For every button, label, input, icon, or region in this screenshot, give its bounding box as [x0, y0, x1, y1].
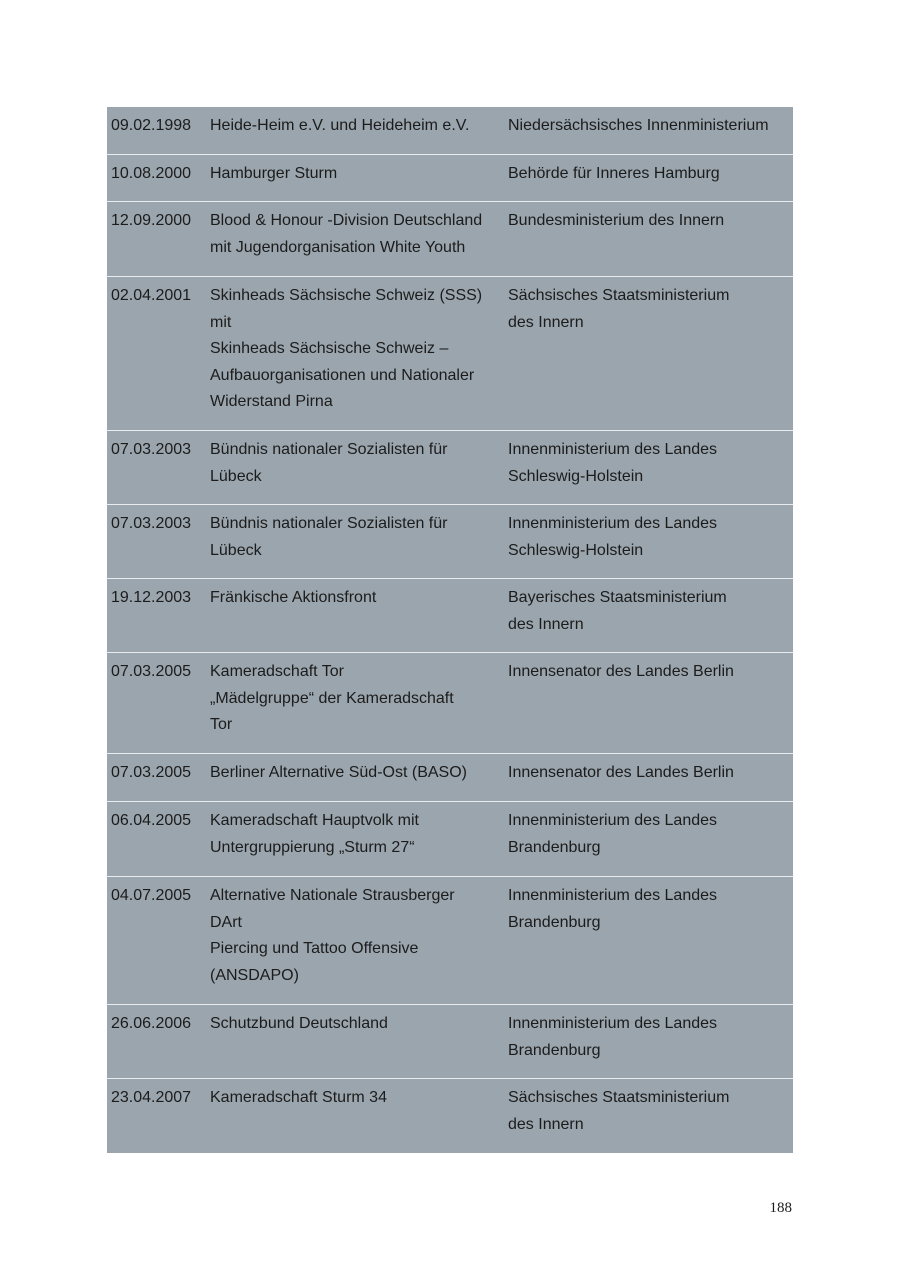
organization-line: Skinheads Sächsische Schweiz – — [210, 340, 449, 357]
date-cell — [107, 113, 210, 154]
authority-line: Niedersächsisches Innenministerium — [508, 117, 769, 134]
table-row — [107, 754, 793, 802]
organization-line: DArt — [210, 913, 242, 931]
authority-cell — [508, 161, 793, 201]
organization-line: Untergruppierung „Sturm 27“ — [210, 838, 415, 856]
date-cell — [107, 760, 210, 801]
organization-line: Kameradschaft Tor — [210, 663, 344, 680]
authority-cell — [508, 760, 793, 801]
table-row — [107, 877, 793, 1005]
organization-cell — [210, 808, 508, 876]
date-text: 07.03.2005 — [111, 663, 192, 680]
date-cell — [107, 585, 210, 652]
authority-line: des Innern — [508, 615, 584, 633]
table-row — [107, 202, 793, 277]
date-text: 26.06.2006 — [111, 1015, 192, 1032]
organization-cell — [210, 1085, 508, 1153]
organization-line: Bündnis nationaler Sozialisten für — [210, 441, 448, 458]
authority-cell — [508, 283, 793, 430]
date-text: 07.03.2003 — [111, 515, 192, 532]
authority-line: des Innern — [508, 313, 584, 331]
authority-cell — [508, 511, 793, 578]
authority-line: Bayerisches Staatsministerium — [508, 589, 727, 606]
date-cell — [107, 161, 210, 201]
date-cell — [107, 659, 210, 753]
organization-cell — [210, 760, 508, 801]
table-row — [107, 802, 793, 877]
organization-line: Lübeck — [210, 467, 262, 485]
organization-line: Schutzbund Deutschland — [210, 1015, 388, 1032]
authority-cell — [508, 1085, 793, 1153]
authority-line: Innensenator des Landes Berlin — [508, 663, 734, 680]
date-cell — [107, 808, 210, 876]
authority-cell — [508, 883, 793, 1004]
organization-line: Kameradschaft Hauptvolk mit — [210, 812, 419, 829]
date-text: 07.03.2005 — [111, 764, 192, 781]
authority-cell — [508, 808, 793, 876]
authority-line: Sächsisches Staatsministerium — [508, 287, 730, 304]
authority-cell — [508, 208, 793, 276]
date-cell — [107, 883, 210, 1004]
authority-line: Innenministerium des Landes — [508, 1015, 718, 1032]
organization-cell — [210, 283, 508, 430]
authority-cell — [508, 1011, 793, 1078]
organization-line: mit Jugendorganisation White Youth — [210, 238, 466, 256]
authority-line: Innenministerium des Landes — [508, 441, 718, 458]
date-text: 02.04.2001 — [111, 287, 192, 304]
organization-cell — [210, 585, 508, 652]
table-row — [107, 579, 793, 653]
date-text: 23.04.2007 — [111, 1089, 192, 1106]
table-row — [107, 431, 793, 505]
date-cell — [107, 208, 210, 276]
organization-cell — [210, 511, 508, 578]
organization-cell — [210, 208, 508, 276]
table-row — [107, 277, 793, 431]
organization-line: Widerstand Pirna — [210, 393, 333, 410]
authority-cell — [508, 585, 793, 652]
table-row — [107, 155, 793, 202]
authority-line: Bundesministerium des Innern — [508, 212, 725, 229]
organization-cell — [210, 161, 508, 201]
authority-line: Innensenator des Landes Berlin — [508, 764, 734, 781]
date-text: 19.12.2003 — [111, 589, 192, 606]
prohibition-table — [107, 107, 793, 1153]
table-row — [107, 107, 793, 155]
date-text: 06.04.2005 — [111, 812, 192, 829]
authority-line: Brandenburg — [508, 913, 601, 931]
authority-cell — [508, 113, 793, 154]
organization-line: Alternative Nationale Strausberger — [210, 887, 455, 904]
organization-line: Blood & Honour -Division Deutschland — [210, 212, 483, 229]
authority-line: Behörde für Inneres Hamburg — [508, 165, 720, 182]
organization-line: Aufbauorganisationen und Nationaler — [210, 366, 475, 384]
date-text: 04.07.2005 — [111, 887, 192, 904]
organization-line: Tor — [210, 716, 233, 733]
authority-line: Innenministerium des Landes — [508, 887, 718, 904]
date-text: 07.03.2003 — [111, 441, 192, 458]
table-row — [107, 505, 793, 579]
organization-line: Piercing und Tattoo Offensive — [210, 940, 419, 957]
organization-cell — [210, 1011, 508, 1078]
authority-line: Innenministerium des Landes — [508, 515, 718, 532]
page-number: 188 — [769, 1200, 792, 1216]
organization-cell — [210, 659, 508, 753]
date-text: 10.08.2000 — [111, 165, 192, 182]
authority-cell — [508, 659, 793, 753]
authority-line: Innenministerium des Landes — [508, 812, 718, 829]
organization-line: Lübeck — [210, 541, 262, 559]
authority-line: Schleswig-Holstein — [508, 467, 644, 485]
organization-line: Bündnis nationaler Sozialisten für — [210, 515, 448, 532]
date-cell — [107, 437, 210, 504]
organization-line: Heide-Heim e.V. und Heideheim e.V. — [210, 117, 470, 134]
date-text: 09.02.1998 — [111, 117, 192, 134]
date-text: 12.09.2000 — [111, 212, 192, 229]
organization-cell — [210, 883, 508, 1004]
authority-line: Sächsisches Staatsministerium — [508, 1089, 730, 1106]
organization-line: Kameradschaft Sturm 34 — [210, 1089, 387, 1106]
organization-cell — [210, 437, 508, 504]
authority-line: Brandenburg — [508, 838, 601, 856]
organization-line: Berliner Alternative Süd-Ost (BASO) — [210, 764, 467, 781]
authority-line: des Innern — [508, 1115, 584, 1133]
authority-cell — [508, 437, 793, 504]
organization-line: (ANSDAPO) — [210, 966, 299, 984]
authority-line: Brandenburg — [508, 1041, 601, 1059]
organization-line: Hamburger Sturm — [210, 165, 338, 182]
table-row — [107, 653, 793, 754]
organization-line: Skinheads Sächsische Schweiz (SSS) — [210, 287, 483, 304]
organization-line: mit — [210, 313, 232, 331]
authority-line: Schleswig-Holstein — [508, 541, 644, 559]
date-cell — [107, 283, 210, 430]
table-row — [107, 1079, 793, 1153]
date-cell — [107, 1085, 210, 1153]
organization-cell — [210, 113, 508, 154]
organization-line: „Mädelgruppe“ der Kameradschaft — [210, 689, 454, 707]
date-cell — [107, 1011, 210, 1078]
table-row — [107, 1005, 793, 1079]
organization-line: Fränkische Aktionsfront — [210, 589, 377, 606]
date-cell — [107, 511, 210, 578]
